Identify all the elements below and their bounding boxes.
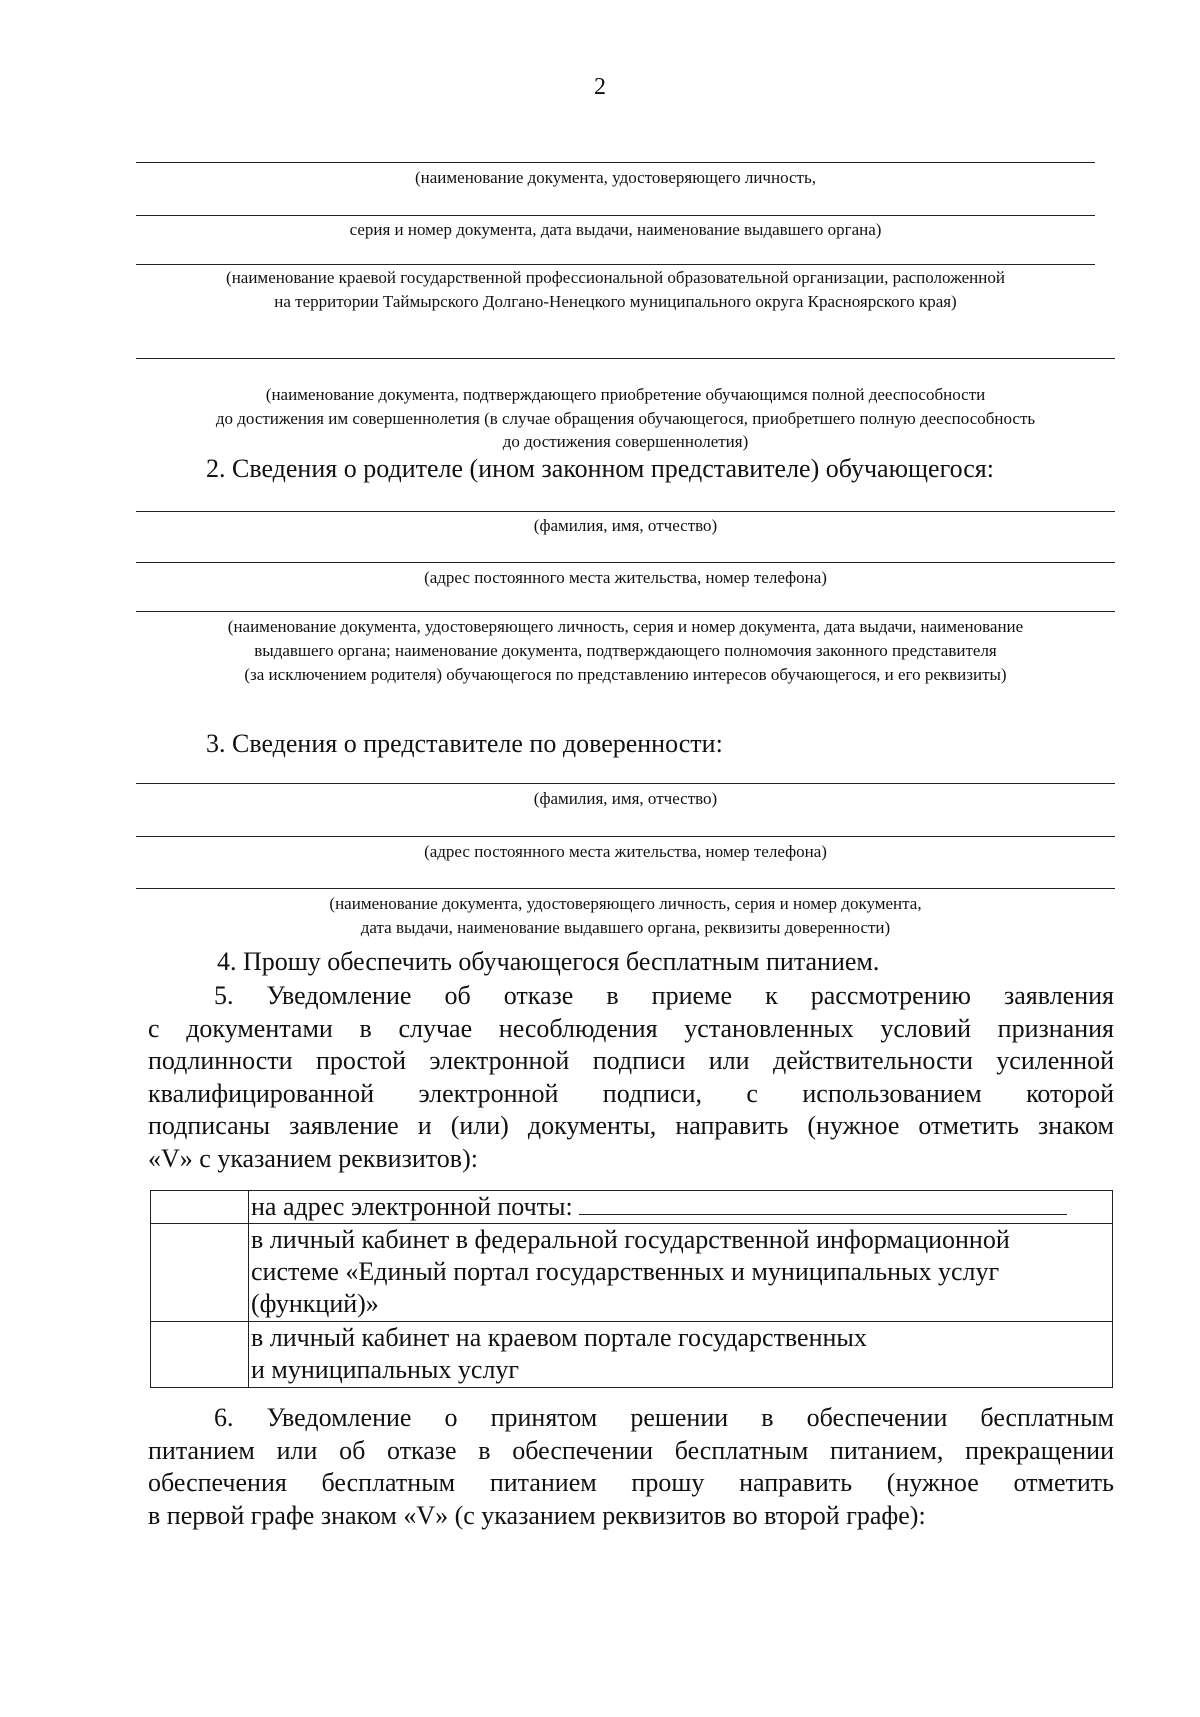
section-5-line-5 <box>148 1110 1114 1143</box>
regional-checkbox-cell[interactable] <box>151 1322 249 1388</box>
text-span: подписаны заявление и (или) документы, направить (нужное отметить знаком <box>148 1111 1114 1140</box>
doc-id-line-2[interactable] <box>136 215 1095 216</box>
caption-capacity-2: до достижения им совершеннолетия (в случае обращения обучающегося, приобретшего полную дееспособность <box>215 409 1036 428</box>
parent-address-line[interactable] <box>136 562 1115 563</box>
section-6-paragraph <box>148 1402 1114 1532</box>
caption-parent-doc-2: выдавшего органа; наименование документа, подтверждающего полномочия законного представителя <box>254 641 997 660</box>
section-5-line-6: «V» с указанием реквизитов): <box>148 1143 478 1173</box>
org-line[interactable] <box>136 264 1095 265</box>
section-6-line-1 <box>148 1402 1114 1435</box>
email-input-line[interactable] <box>579 1192 1067 1215</box>
section-2-heading: 2. Сведения о родителе (ином законном представителе) обучающегося: <box>206 454 994 483</box>
section-5-line-1 <box>148 980 1114 1013</box>
caption-proxy-doc-2: дата выдачи, наименование выдавшего органа, реквизиты доверенности) <box>360 918 891 937</box>
capacity-line[interactable] <box>136 358 1115 359</box>
doc-id-line-1[interactable] <box>136 162 1095 163</box>
caption-org-2: на территории Таймырского Долгано-Ненецкого муниципального округа Красноярского края) <box>274 292 957 311</box>
section-5-paragraph <box>148 980 1114 1175</box>
caption-capacity-3: до достижения совершеннолетия) <box>502 432 749 451</box>
page-number: 2 <box>594 74 606 100</box>
caption-proxy-doc-1: (наименование документа, удостоверяющего личность, серия и номер документа, <box>329 894 922 913</box>
caption-parent-doc-1: (наименование документа, удостоверяющего личность, серия и номер документа, дата выдачи, наименование <box>227 617 1024 636</box>
section-5-line-4 <box>148 1078 1114 1111</box>
caption-capacity-1: (наименование документа, подтверждающего приобретение обучающимся полной дееспособности <box>265 385 986 404</box>
caption-parent-doc-3: (за исключением родителя) обучающегося по представлению интересов обучающегося, и его реквизиты) <box>244 665 1007 684</box>
caption-parent-fio: (фамилия, имя, отчество) <box>533 516 718 535</box>
parent-fio-line[interactable] <box>136 511 1115 512</box>
text-span: подлинности простой электронной подписи или действительности усиленной <box>148 1046 1114 1075</box>
email-checkbox-cell[interactable] <box>151 1191 249 1224</box>
text-span: питанием или об отказе в обеспечении бесплатным питанием, прекращении <box>148 1435 1114 1465</box>
proxy-address-line[interactable] <box>136 836 1115 837</box>
email-option <box>249 1191 1113 1224</box>
email-option-label: на адрес электронной почты: <box>251 1192 573 1221</box>
caption-proxy-fio: (фамилия, имя, отчество) <box>533 789 718 808</box>
regional-option <box>249 1322 1113 1388</box>
section-6-line-3 <box>148 1467 1114 1500</box>
section-4-text: 4. Прошу обеспечить обучающегося бесплатным питанием. <box>217 947 880 976</box>
text-span: обеспечения бесплатным питанием прошу направить (нужное отметить <box>148 1468 1114 1497</box>
regional-option-line-1: в личный кабинет на краевом портале государственных <box>251 1323 867 1352</box>
caption-doc-id-2: серия и номер документа, дата выдачи, наименование выдавшего органа) <box>349 220 882 239</box>
section-6-line-2 <box>148 1435 1114 1468</box>
section-3-heading: 3. Сведения о представителе по доверенности: <box>206 729 723 758</box>
caption-proxy-address: (адрес постоянного места жительства, номер телефона) <box>424 842 827 861</box>
gosuslugi-checkbox-cell[interactable] <box>151 1224 249 1322</box>
text-span: с документами в случае несоблюдения установленных условий признания <box>148 1013 1114 1043</box>
gosuslugi-option-line-3: (функций)» <box>251 1289 379 1318</box>
gosuslugi-option-line-2: системе «Единый портал государственных и муниципальных услуг <box>251 1257 1000 1286</box>
parent-doc-line[interactable] <box>136 611 1115 612</box>
caption-org-1: (наименование краевой государственной профессиональной образовательной организации, расположенной <box>226 268 1005 287</box>
caption-doc-id-1: (наименование документа, удостоверяющего личность, <box>415 168 816 187</box>
gosuslugi-option <box>249 1224 1113 1322</box>
text-span: 5. Уведомление об отказе в приеме к рассмотрению заявления <box>214 981 1114 1010</box>
section-6-line-4: в первой графе знаком «V» (с указанием реквизитов во второй графе): <box>148 1500 926 1530</box>
proxy-fio-line[interactable] <box>136 783 1115 784</box>
text-span: 6. Уведомление о принятом решении в обеспечении бесплатным <box>214 1403 1114 1432</box>
regional-option-line-2: и муниципальных услуг <box>251 1355 520 1384</box>
section-5-line-2 <box>148 1013 1114 1046</box>
proxy-doc-line[interactable] <box>136 888 1115 889</box>
caption-parent-address: (адрес постоянного места жительства, номер телефона) <box>424 568 827 587</box>
notification-options-table <box>150 1190 1113 1388</box>
text-span: квалифицированной электронной подписи, с использованием которой <box>148 1078 1114 1108</box>
gosuslugi-option-line-1: в личный кабинет в федеральной государственной информационной <box>251 1225 1010 1254</box>
section-5-line-3 <box>148 1045 1114 1078</box>
